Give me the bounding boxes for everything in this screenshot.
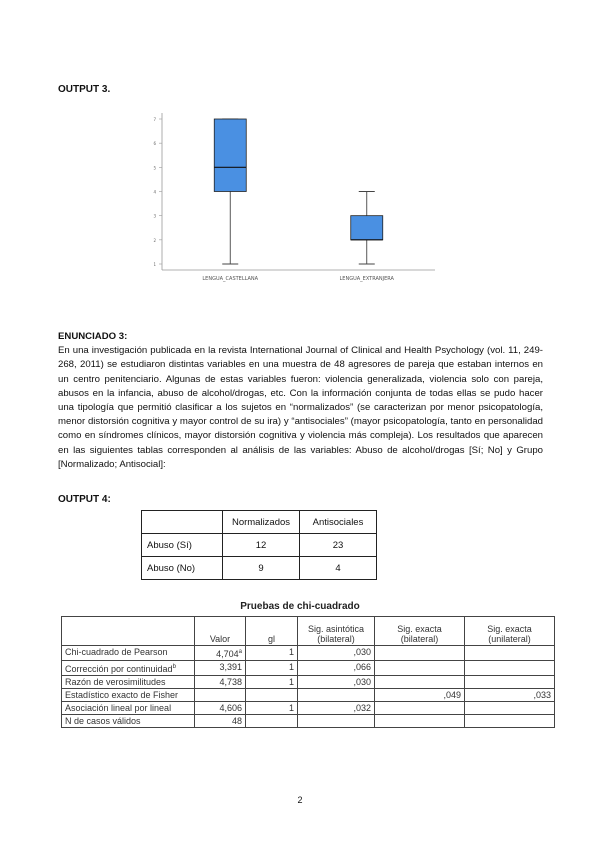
cell-value: ,030 [298,676,375,689]
y-tick-label: 6 [153,141,156,147]
cell-value [246,715,298,728]
header-cell: Sig. asintótica (bilateral) [298,617,375,646]
cell-value: ,033 [465,689,555,702]
cell-value: 4,606 [195,702,246,715]
enunciado-text: En una investigación publicada en la revista International Journal of Clinical and Health Psychology (vol. 11, 249-268, 2011) se estudiaron distintas variables en una muestra de 48 agresores de pareja que estaban internos en un centro penitenciario. Algunas de estas variables fueron: violencia generalizada, violencia solo con pareja, abusos en la infancia, abuso de alcohol/drogas, etc. Con la información conjunta de todas ellas se pudo hacer una tipología que permitió clasificar a los sujetos en “normalizados” (se caracterizan por menor psicopatología, menor distorsión cognitiva y mayor control de su ira) y “antisociales” (mayor psicopatología, tanto en personalidad como en síndromes clínicos, mayor distorsión cognitiva y violencia más compleja). Los resultados que aparecen en las siguientes tablas corresponden al análisis de las variables: Abuso de alcohol/drogas [Sí; No] y Grupo [Normalizado; Antisocial]: [58,345,543,470]
cell-value: 48 [195,715,246,728]
cell-value: 9 [223,557,300,580]
header-cell [142,511,223,534]
table-row [62,661,555,676]
row-label: N de casos válidos [62,715,195,728]
header-cell: Normalizados [223,511,300,534]
table-row [62,676,555,689]
y-tick-label: 7 [153,117,156,122]
enunciado-title: ENUNCIADO 3: [58,331,128,342]
x-category-label: LENGUA_CASTELLANA [202,276,259,282]
cell-value: 1 [246,676,298,689]
cell-value: 3,391 [195,661,246,676]
cell-value [465,646,555,661]
cell-value: 1 [246,702,298,715]
cell-value [465,661,555,676]
cell-value: ,049 [375,689,465,702]
cell-value: 4 [300,557,377,580]
cell-value: 1 [246,661,298,676]
cell-value [375,646,465,661]
cell-value [298,689,375,702]
header-cell: Sig. exacta (unilateral) [465,617,555,646]
cell-value: 4,704$^a$ [195,646,246,661]
header-cell: gl [246,617,298,646]
cell-value: 12 [223,534,300,557]
chi-table-title: Pruebas de chi-cuadrado [240,601,360,612]
cell-value: 23 [300,534,377,557]
x-category-label: LENGUA_EXTRANJERA [339,276,394,282]
table-row [62,689,555,702]
header-cell: Valor [195,617,246,646]
row-label: Chi-cuadrado de Pearson [62,646,195,661]
cell-value [465,715,555,728]
table-header-row [62,617,555,646]
box-1 [214,119,246,192]
y-tick-label: 5 [153,165,156,171]
row-label: Asociación lineal por lineal [62,702,195,715]
page-number: 2 [297,795,303,805]
box-2 [351,216,383,240]
table-row [62,715,555,728]
row-label: Estadístico exacto de Fisher [62,689,195,702]
boxplot-chart [150,108,440,286]
row-label: Corrección por continuidad$^b$ [62,661,195,676]
output3-heading: OUTPUT 3. [58,84,111,95]
cell-value [465,702,555,715]
table-row [62,646,555,661]
table-row [62,702,555,715]
table-row [142,534,377,557]
header-cell: Sig. exacta (bilateral) [375,617,465,646]
output4-heading: OUTPUT 4: [58,494,111,505]
cell-value: 4,738 [195,676,246,689]
y-tick-label: 1 [153,262,156,267]
chi-square-table [61,616,555,728]
cell-value: ,030 [298,646,375,661]
cell-value [465,676,555,689]
cell-value [375,715,465,728]
y-tick-label: 4 [153,189,156,195]
table-row [142,557,377,580]
y-tick-label: 2 [153,237,156,243]
contingency-table [141,510,377,580]
cell-value: 1 [246,646,298,661]
row-label: Abuso (No) [142,557,223,580]
cell-value: ,066 [298,661,375,676]
enunciado-paragraph [58,330,543,472]
row-label: Razón de verosimilitudes [62,676,195,689]
header-cell [62,617,195,646]
cell-value [375,661,465,676]
cell-value [298,715,375,728]
cell-value [195,689,246,702]
row-label: Abuso (Sí) [142,534,223,557]
y-tick-label: 3 [153,213,156,219]
table-header-row [142,511,377,534]
cell-value [246,689,298,702]
cell-value [375,702,465,715]
cell-value [375,676,465,689]
cell-value: ,032 [298,702,375,715]
header-cell: Antisociales [300,511,377,534]
